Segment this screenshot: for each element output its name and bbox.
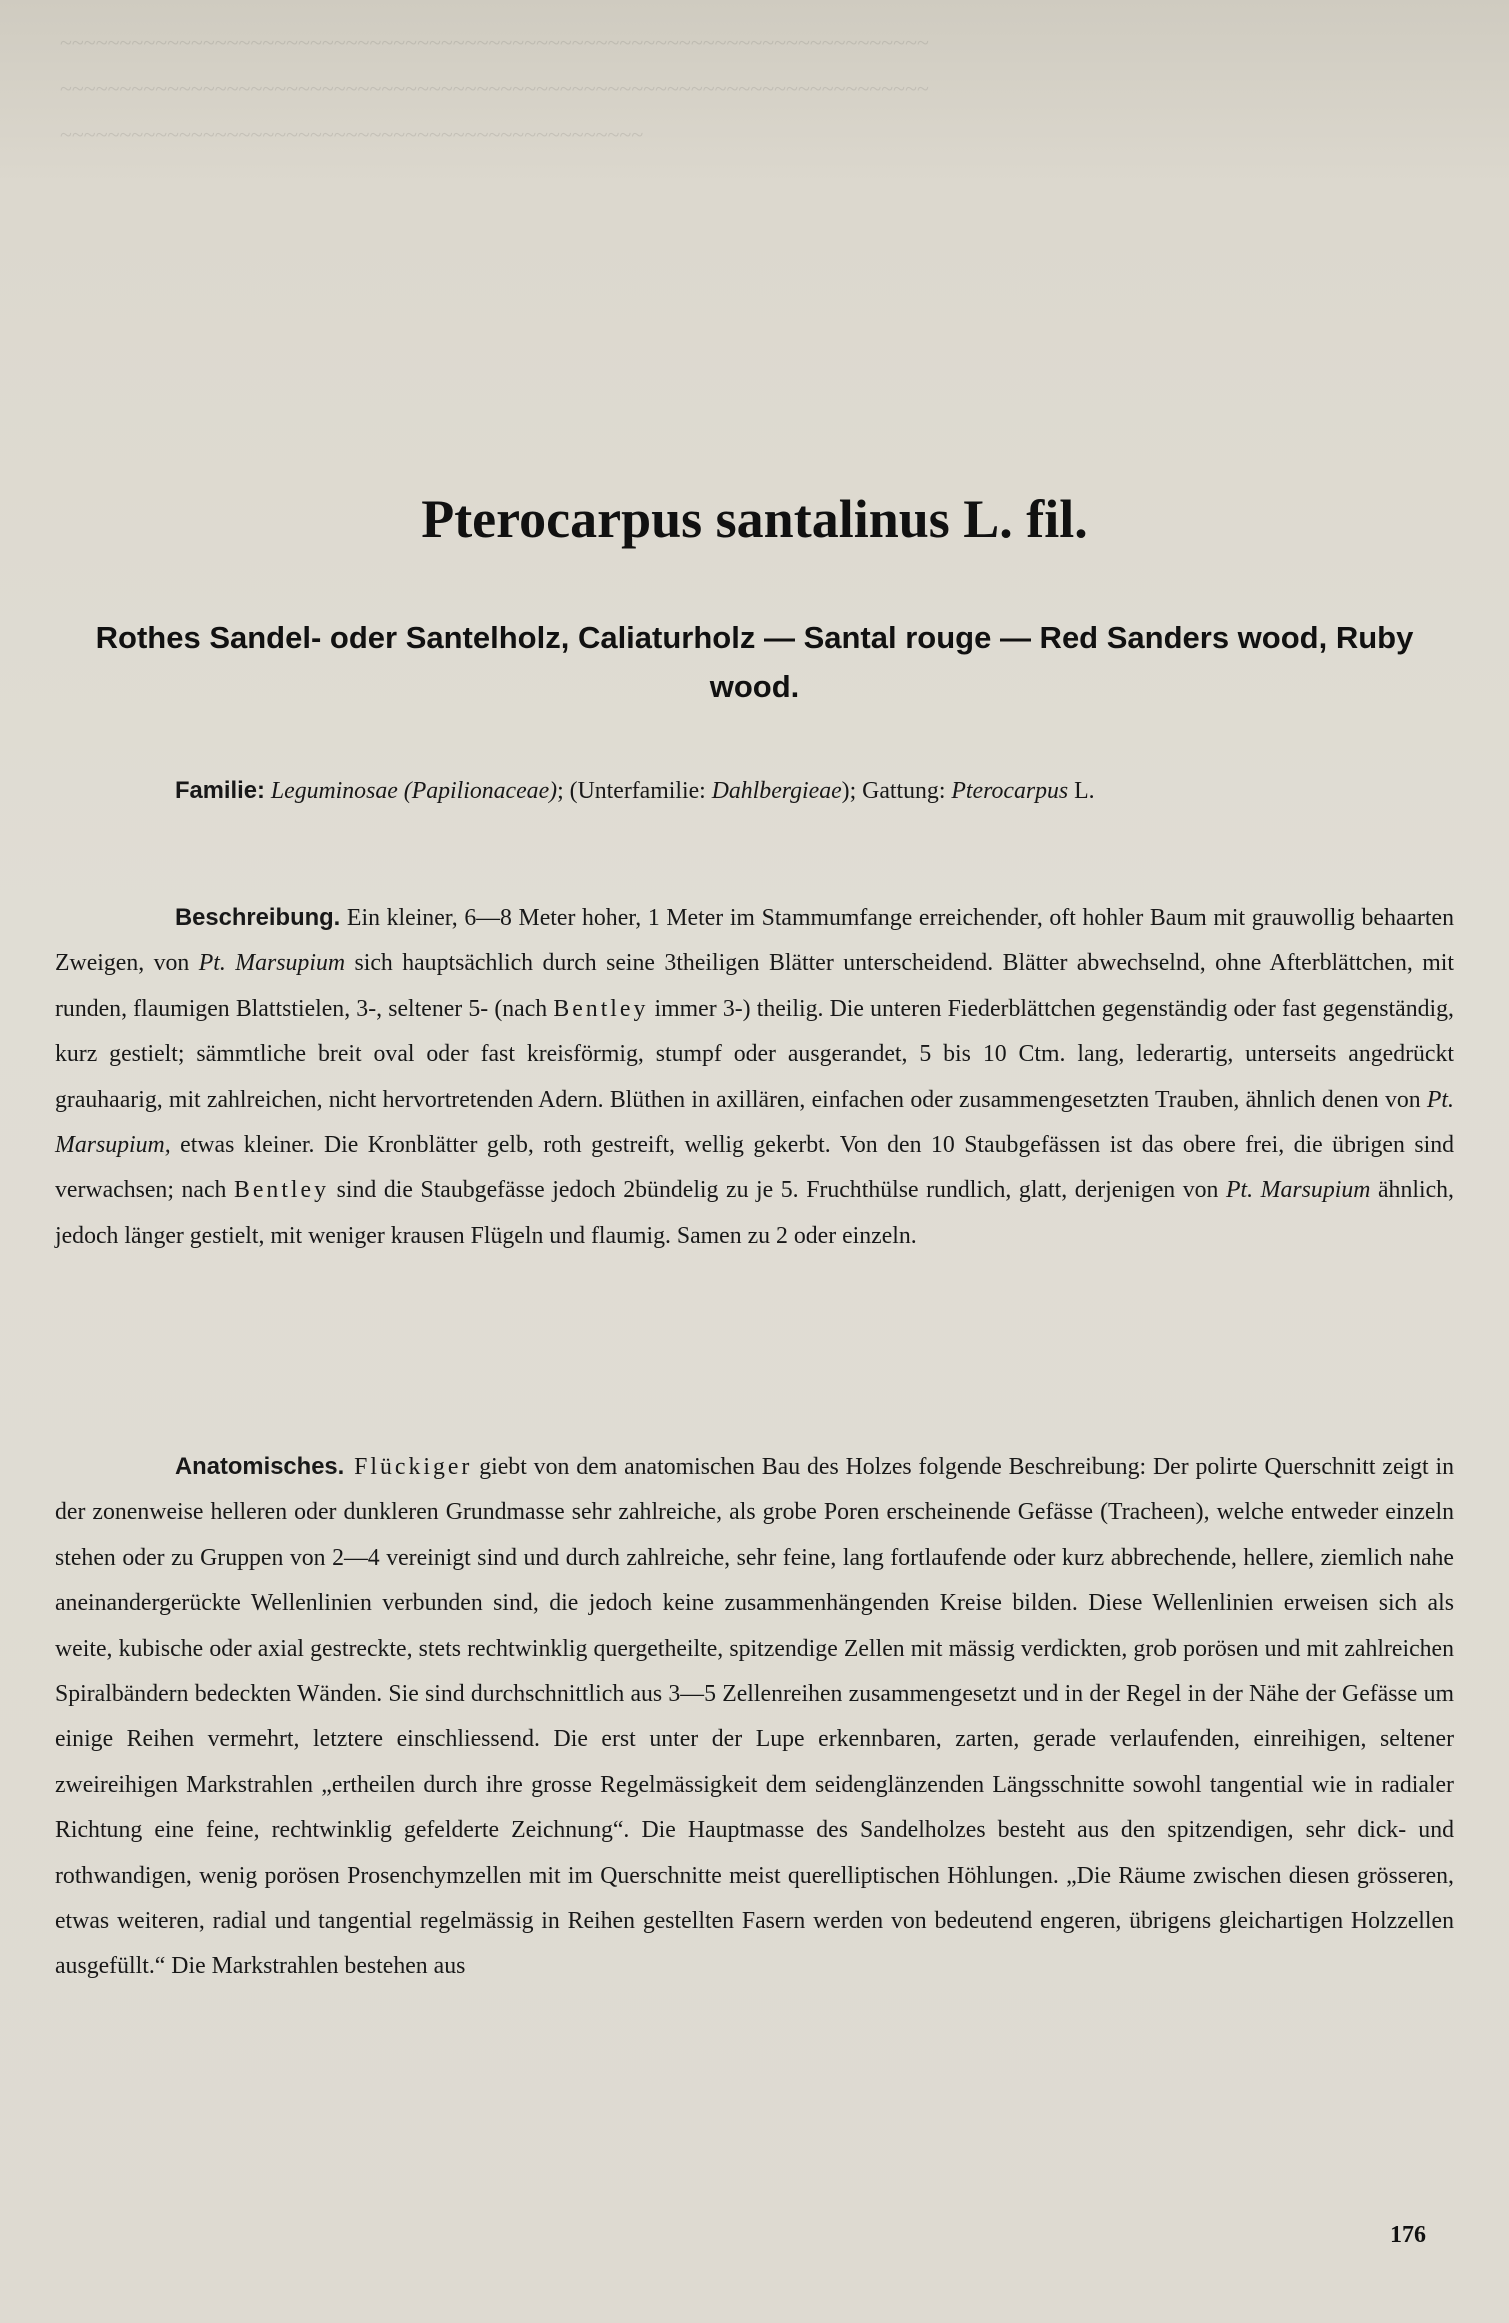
beschreibung-text-1: Ein kleiner, 6—8 Meter hoher, 1 Meter im Stammumfange erreichender, oft hohler Baum mit grauwollig behaarten Zweigen, von [55, 905, 1454, 977]
familie-paragraph [55, 768, 1454, 814]
gattung-name: Pterocarpus [951, 778, 1069, 804]
page-title: Pterocarpus santalinus L. fil. [421, 489, 1088, 549]
familie-section [55, 768, 1454, 814]
beschreibung-author-1: Bentley [553, 995, 649, 1022]
unterfamilie-label: ; (Unterfamilie: [557, 778, 712, 804]
beschreibung-author-2: Bentley [233, 1177, 330, 1204]
anatomisches-paragraph [55, 1444, 1454, 1990]
familie-label: Familie: [175, 777, 265, 804]
beschreibung-text-3: immer 3-) theilig. Die unteren Fiederblättchen gegenständig oder fast gegenständig, kurz gestielt; sämmtliche breit oval oder fast kreisförmig, stumpf oder ausgerandet, 5 bis 10 Ctm. lang, lederartig, unterseits angedrückt grauhaarig, mit zahlreichen, nicht hervortretenden Adern. Blüthen in axillären, einfachen oder zusammengesetzten Trauben, ähnlich denen von [55, 995, 1454, 1113]
beschreibung-italic-1: Pt. Marsupium [198, 950, 346, 977]
anatomisches-label: Anatomisches. [175, 1453, 345, 1480]
gattung-tail: L. [1068, 778, 1095, 804]
beschreibung-text-4: etwas kleiner. Die Kronblätter gelb, roth gestreift, wellig gekerbt. Von den 10 Staubgefässen ist das obere frei, die übrigen sind verwachsen; nach [55, 1132, 1454, 1204]
familie-family: Leguminosae [270, 778, 398, 804]
unterfamilie-name: Dahlbergieae [711, 778, 842, 804]
common-names: Rothes Sandel- oder Santelholz, Caliaturholz — Santal rouge — Red Sanders wood, Ruby wood. [95, 620, 1414, 704]
beschreibung-paragraph [55, 895, 1454, 1259]
anatomisches-section [55, 1444, 1454, 1990]
beschreibung-section [55, 895, 1454, 1259]
beschreibung-label: Beschreibung. [175, 904, 341, 931]
bleed-through-text: ~~~~~~~~~~~~~~~~~~~~~~~~~~~~~~~~~~~~~~~~~~~~~~~~~~~~~~~~~~~~~~~~~~~~~~~~~ ~~~~~~~~~~~~~~~~~~~~~~~~~~~~~~~~~~~~~~~~~~~~~~~~~~~~~~~~~~~~~~~~~~~~~~~~~ ~~~~~~~~~~~~~~~~~~~~~~~~~~~~~~~~~~~~~~~~~~~~~~~~~ [60, 30, 929, 147]
beschreibung-italic-2: Pt. Marsupium, [55, 1086, 1454, 1159]
beschreibung-text-5: sind die Staubgefässe jedoch 2bündelig zu je 5. Fruchthülse rundlich, glatt, derjenigen von [329, 1177, 1227, 1204]
familie-subfamily: (Papilionaceae) [403, 778, 558, 804]
page-number: 176 [1390, 2222, 1426, 2248]
anatomisches-text: giebt von dem anatomischen Bau des Holzes folgende Beschreibung: Der polirte Querschnitt zeigt in der zonenweise helleren oder dunkleren Grundmasse sehr zahlreiche, als grobe Poren erscheinende Gefässe (Tracheen), welche entweder einzeln stehen oder zu Gruppen von 2—4 vereinigt sind und durch zahlreiche, sehr feine, lang fortlaufende oder kurz abbrechende, hellere, ziemlich nahe aneinandergerückte Wellenlinien verbunden sind, die jedoch keine zusammenhängenden Kreise bilden. Diese Wellenlinien erweisen sich als weite, kubische oder axial gestreckte, stets rechtwinklig quergetheilte, spitzendige Zellen mit mässig verdickten, grob porösen und mit zahlreichen Spiralbändern bedeckten Wänden. Sie sind durchschnittlich aus 3—5 Zellenreihen zusammengesetzt und in der Regel in der Nähe der Gefässe um einige Reihen vermehrt, letztere einschliessend. Die erst unter der Lupe erkennbaren, zarten, gerade verlaufenden, einreihigen, seltener zweireihigen Markstrahlen „ertheilen durch ihre grosse Regelmässigkeit dem seidenglänzenden Längsschnitte sowohl tangential wie in radialer Richtung eine feine, rechtwinklig gefelderte Zeichnung“. Die Hauptmasse des Sandelholzes besteht aus den spitzendigen, sehr dick- und rothwandigen, wenig porösen Prosenchymzellen mit im Querschnitte meist querelliptischen Höhlungen. „Die Räume zwischen diesen grösseren, etwas weiteren, radial und tangential regelmässig in Reihen gestellten Fasern werden von bedeutend engeren, übrigens gleichartigen Holzzellen ausgefüllt.“ Die Markstrahlen bestehen aus [55, 1454, 1455, 1980]
gattung-label: ); Gattung: [841, 778, 952, 804]
beschreibung-italic-3: Pt. Marsupium [1226, 1177, 1371, 1204]
anatomisches-author: Flückiger [344, 1454, 473, 1480]
beschreibung-text-6: ähnlich, jedoch länger gestielt, mit weniger krausen Flügeln und flaumig. Samen zu 2 oder einzeln. [55, 1177, 1454, 1249]
beschreibung-text-2: sich hauptsächlich durch seine 3theiligen Blätter unterscheidend. Blätter abwechselnd, ohne Afterblättchen, mit runden, flaumigen Blattstielen, 3-, seltener 5- (nach [55, 950, 1454, 1022]
